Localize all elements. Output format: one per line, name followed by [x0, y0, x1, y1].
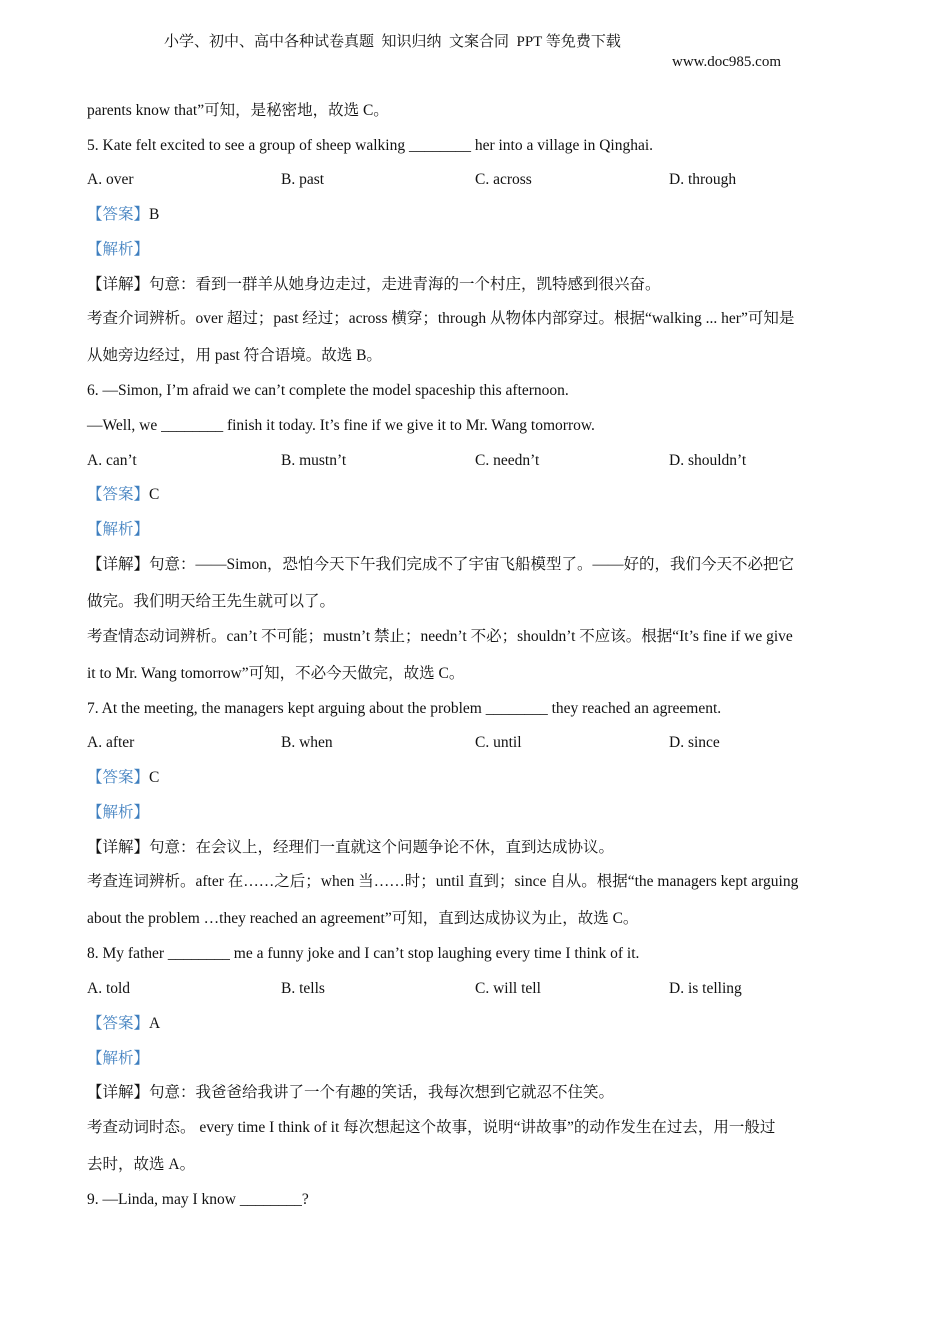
explanation-text: 【详解】句意：看到一群羊从她身边走过，走进青海的一个村庄，凯特感到很兴奋。	[87, 276, 661, 293]
answer-line	[87, 768, 159, 788]
page-header	[0, 12, 950, 72]
option-b: B. mustn’t	[281, 452, 347, 469]
analysis-heading	[87, 1049, 149, 1069]
explanation-text: 从她旁边经过，用 past 符合语境。故选 B。	[87, 347, 382, 364]
answer-value: C	[149, 486, 160, 503]
header-slogan: 小学、初中、高中各种试卷真题 知识归纳 文案合同 PPT 等免费下载	[164, 34, 621, 50]
option-c: C. across	[475, 171, 532, 188]
answer-value: A	[149, 1015, 161, 1032]
answer-line	[87, 485, 159, 505]
explanation-text: 考查介词辨析。over 超过；past 经过；across 横穿；through 从物体内部穿过。根据“walking ... her”可知是	[87, 310, 795, 327]
answer-tag: 【答案】	[87, 206, 150, 223]
option-b: B. when	[281, 734, 333, 751]
option-c: C. will tell	[475, 980, 541, 997]
option-c: C. until	[475, 734, 522, 751]
question-text: 6. —Simon, I’m afraid we can’t complete the model spaceship this afternoon.	[87, 382, 569, 399]
answer-options	[87, 451, 887, 471]
question-text: 7. At the meeting, the managers kept arguing about the problem ________ they reached an agreement.	[87, 700, 722, 717]
answer-line	[87, 205, 159, 225]
option-b: B. tells	[281, 980, 325, 997]
option-d: D. through	[669, 171, 737, 188]
explanation-text: 去时，故选 A。	[87, 1156, 196, 1173]
analysis-tag: 【解析】	[87, 804, 150, 821]
explanation-text: 【详解】句意：——Simon，恐怕今天下午我们完成不了宇宙飞船模型了。——好的，我们今天不必把它	[87, 556, 794, 573]
explanation-text: about the problem …they reached an agreement”可知，直到达成协议为止，故选 C。	[87, 910, 639, 927]
option-d: D. shouldn’t	[669, 452, 747, 469]
analysis-heading	[87, 520, 149, 540]
analysis-heading	[87, 803, 149, 823]
answer-tag: 【答案】	[87, 486, 150, 503]
explanation-text: it to Mr. Wang tomorrow”可知，不必今天做完，故选 C。	[87, 665, 465, 682]
answer-tag: 【答案】	[87, 769, 150, 786]
question-text: 5. Kate felt excited to see a group of sheep walking ________ her into a village in Qinghai.	[87, 137, 654, 154]
explanation-text: 考查连词辨析。after 在……之后；when 当……时；until 直到；since 自从。根据“the managers kept arguing	[87, 873, 799, 890]
answer-tag: 【答案】	[87, 1015, 150, 1032]
option-d: D. is telling	[669, 980, 742, 997]
option-a: A. told	[87, 980, 131, 997]
option-d: D. since	[669, 734, 720, 751]
option-a: A. over	[87, 171, 134, 188]
answer-options	[87, 733, 887, 753]
question-text: 8. My father ________ me a funny joke and I can’t stop laughing every time I think of it.	[87, 945, 640, 962]
explanation-text: 做完。我们明天给王先生就可以了。	[87, 593, 336, 610]
question-text: 9. —Linda, may I know ________?	[87, 1191, 309, 1208]
analysis-heading	[87, 240, 149, 260]
option-a: A. can’t	[87, 452, 137, 469]
answer-options	[87, 979, 887, 999]
analysis-tag: 【解析】	[87, 1050, 150, 1067]
explanation-text: 考查情态动词辨析。can’t 不可能；mustn’t 禁止；needn’t 不必；shouldn’t 不应该。根据“It’s fine if we give	[87, 628, 793, 645]
question-text: —Well, we ________ finish it today. It’s fine if we give it to Mr. Wang tomorrow.	[87, 417, 595, 434]
answer-line	[87, 1014, 160, 1034]
explanation-text: 考查动词时态。 every time I think of it 每次想起这个故事，说明“讲故事”的动作发生在过去，用一般过	[87, 1119, 776, 1136]
answer-options	[87, 170, 887, 190]
analysis-tag: 【解析】	[87, 521, 150, 538]
explanation-text: 【详解】句意：在会议上，经理们一直就这个问题争论不休，直到达成协议。	[87, 839, 615, 856]
header-website-link[interactable]: www.doc985.com	[672, 54, 782, 70]
answer-value: B	[149, 206, 160, 223]
option-a: A. after	[87, 734, 135, 751]
answer-value: C	[149, 769, 160, 786]
option-b: B. past	[281, 171, 325, 188]
explanation-text: 【详解】句意：我爸爸给我讲了一个有趣的笑话，我每次想到它就忍不住笑。	[87, 1084, 615, 1101]
explanation-text: parents know that”可知，是秘密地，故选 C。	[87, 102, 389, 119]
analysis-tag: 【解析】	[87, 241, 150, 258]
option-c: C. needn’t	[475, 452, 540, 469]
